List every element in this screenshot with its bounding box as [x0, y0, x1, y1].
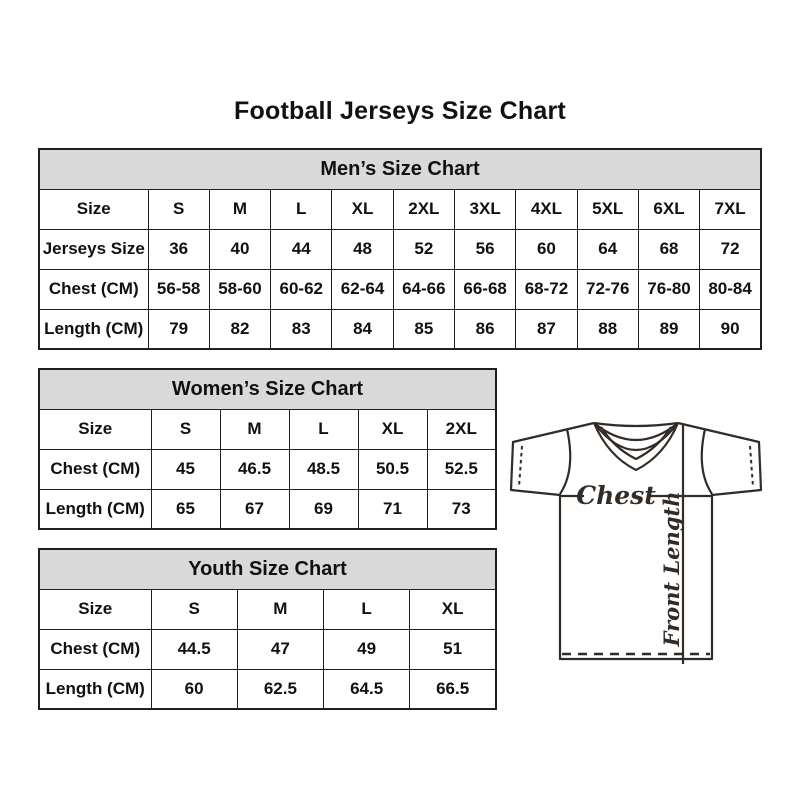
value-cell: 44: [271, 229, 332, 269]
jersey-left-armhole-seam: [560, 429, 570, 494]
front-length-label: Front Length: [659, 491, 684, 647]
value-cell: L: [271, 189, 332, 229]
value-cell: 64-66: [393, 269, 454, 309]
value-cell: 90: [700, 309, 761, 349]
value-cell: 64.5: [324, 669, 410, 709]
table-row: [39, 189, 761, 229]
page-title: Football Jerseys Size Chart: [234, 97, 566, 125]
value-cell: 60: [516, 229, 577, 269]
value-cell: 60: [151, 669, 237, 709]
value-cell: 66-68: [454, 269, 515, 309]
row-header-cell: Chest (CM): [39, 269, 148, 309]
value-cell: 83: [271, 309, 332, 349]
value-cell: 64: [577, 229, 638, 269]
value-cell: 51: [410, 629, 496, 669]
row-header-cell: Length (CM): [39, 489, 151, 529]
table-row: [39, 309, 761, 349]
value-cell: 36: [148, 229, 209, 269]
value-cell: 5XL: [577, 189, 638, 229]
value-cell: 50.5: [358, 449, 427, 489]
row-header-cell: Length (CM): [39, 309, 148, 349]
value-cell: 60-62: [271, 269, 332, 309]
table-row: [39, 269, 761, 309]
row-header-cell: Chest (CM): [39, 449, 151, 489]
chest-label: Chest: [576, 481, 656, 510]
value-cell: 2XL: [393, 189, 454, 229]
value-cell: 85: [393, 309, 454, 349]
value-cell: 79: [148, 309, 209, 349]
table-row: [39, 589, 496, 629]
jersey-vneck-outer: [594, 423, 678, 470]
value-cell: 52: [393, 229, 454, 269]
table-title-row: [39, 549, 496, 589]
table-row: [39, 669, 496, 709]
value-cell: XL: [410, 589, 496, 629]
value-cell: 72: [700, 229, 761, 269]
value-cell: S: [151, 589, 237, 629]
youth-size-table: [38, 548, 497, 710]
value-cell: 49: [324, 629, 410, 669]
table-title: Men’s Size Chart: [39, 149, 761, 189]
value-cell: 4XL: [516, 189, 577, 229]
value-cell: 76-80: [638, 269, 699, 309]
value-cell: 62-64: [332, 269, 393, 309]
row-header-cell: Chest (CM): [39, 629, 151, 669]
value-cell: 62.5: [237, 669, 323, 709]
row-header-cell: Size: [39, 409, 151, 449]
value-cell: 73: [427, 489, 496, 529]
value-cell: 58-60: [209, 269, 270, 309]
value-cell: M: [209, 189, 270, 229]
value-cell: 84: [332, 309, 393, 349]
row-header-cell: Size: [39, 589, 151, 629]
value-cell: 40: [209, 229, 270, 269]
value-cell: 71: [358, 489, 427, 529]
jersey-body-outline: [560, 491, 712, 659]
value-cell: 6XL: [638, 189, 699, 229]
value-cell: 47: [237, 629, 323, 669]
value-cell: 69: [289, 489, 358, 529]
value-cell: 65: [151, 489, 220, 529]
value-cell: 7XL: [700, 189, 761, 229]
value-cell: 48: [332, 229, 393, 269]
value-cell: L: [289, 409, 358, 449]
value-cell: 72-76: [577, 269, 638, 309]
value-cell: 68-72: [516, 269, 577, 309]
value-cell: 66.5: [410, 669, 496, 709]
value-cell: XL: [358, 409, 427, 449]
jersey-right-sleeve: [678, 423, 761, 495]
value-cell: 88: [577, 309, 638, 349]
row-header-cell: Length (CM): [39, 669, 151, 709]
table-row: [39, 489, 496, 529]
table-row: [39, 449, 496, 489]
value-cell: XL: [332, 189, 393, 229]
row-header-cell: Jerseys Size: [39, 229, 148, 269]
womens-size-table: [38, 368, 497, 530]
value-cell: 82: [209, 309, 270, 349]
jersey-vneck-inner: [601, 427, 671, 459]
table-row: [39, 629, 496, 669]
value-cell: 3XL: [454, 189, 515, 229]
jersey-collar-top-line: [594, 423, 678, 426]
value-cell: 52.5: [427, 449, 496, 489]
table-title-row: [39, 149, 761, 189]
value-cell: 48.5: [289, 449, 358, 489]
value-cell: 56-58: [148, 269, 209, 309]
value-cell: 44.5: [151, 629, 237, 669]
value-cell: 86: [454, 309, 515, 349]
table-title: Women’s Size Chart: [39, 369, 496, 409]
jersey-right-armhole-seam: [702, 429, 712, 494]
value-cell: S: [148, 189, 209, 229]
value-cell: 46.5: [220, 449, 289, 489]
table-title-row: [39, 369, 496, 409]
left-cuff-dashed-line: [519, 446, 522, 487]
table-row: [39, 409, 496, 449]
mens-size-table: [38, 148, 762, 350]
right-cuff-dashed-line: [750, 446, 753, 487]
value-cell: 87: [516, 309, 577, 349]
row-header-cell: Size: [39, 189, 148, 229]
table-title: Youth Size Chart: [39, 549, 496, 589]
value-cell: L: [324, 589, 410, 629]
value-cell: 67: [220, 489, 289, 529]
jersey-measurement-diagram: [502, 398, 770, 683]
value-cell: 89: [638, 309, 699, 349]
value-cell: M: [220, 409, 289, 449]
value-cell: M: [237, 589, 323, 629]
value-cell: 56: [454, 229, 515, 269]
value-cell: 2XL: [427, 409, 496, 449]
value-cell: 68: [638, 229, 699, 269]
value-cell: S: [151, 409, 220, 449]
table-row: [39, 229, 761, 269]
value-cell: 80-84: [700, 269, 761, 309]
value-cell: 45: [151, 449, 220, 489]
